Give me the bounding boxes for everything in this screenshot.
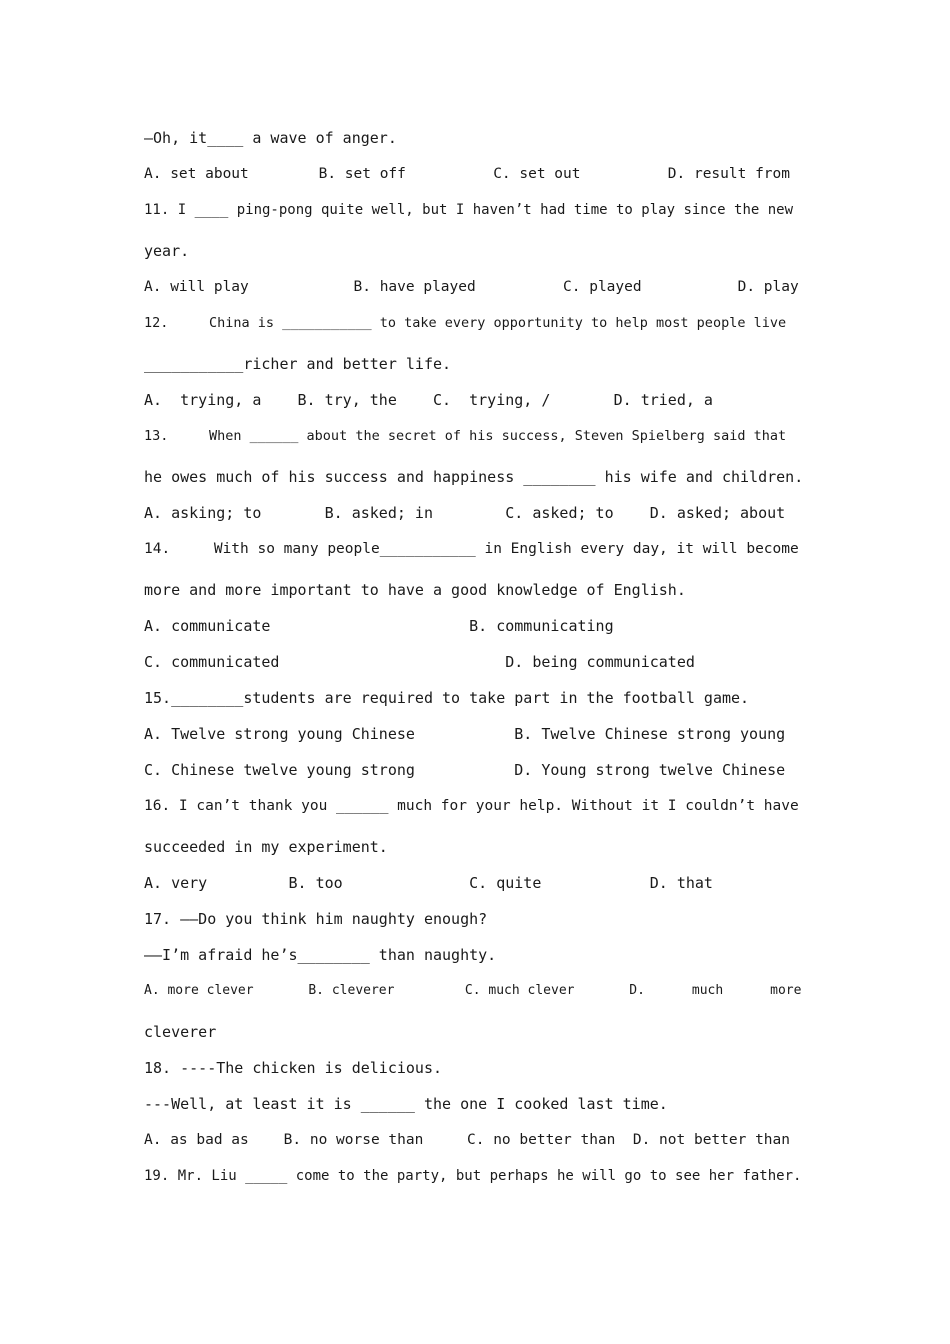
question-19: 19. Mr. Liu _____ come to the party, but perhaps he will go to see her father. (144, 1168, 802, 1184)
text-line: year. (144, 242, 190, 260)
question-16: 16. I can’t thank you ______ much for your help. Without it I couldn’t have (144, 798, 799, 814)
answer-options: A. trying, a B. try, the C. trying, / D. tried, a (144, 391, 713, 409)
text-line: he owes much of his success and happiness ________ his wife and children. (144, 468, 804, 486)
answer-options: A. very B. too C. quite D. that (144, 874, 713, 892)
question-17: 17. ——Do you think him naughty enough? (144, 910, 488, 928)
answer-options: C. communicated D. being communicated (144, 653, 695, 671)
question-14: 14. With so many people___________ in English every day, it will become (144, 541, 799, 557)
text-line: more and more important to have a good knowledge of English. (144, 581, 686, 599)
question-11: 11. I ____ ping-pong quite well, but I haven’t had time to play since the new (144, 202, 794, 218)
text-line: ___________richer and better life. (144, 355, 452, 373)
answer-options: A. will play B. have played C. played D. play (144, 279, 799, 295)
answer-options: A. set about B. set off C. set out D. result from (144, 166, 791, 182)
question-18: 18. ----The chicken is delicious. (144, 1059, 443, 1077)
text-line: succeeded in my experiment. (144, 838, 388, 856)
text-line: ---Well, at least it is ______ the one I cooked last time. (144, 1095, 668, 1113)
text-line: —Oh, it____ a wave of anger. (144, 129, 397, 147)
answer-options: A. Twelve strong young Chinese B. Twelve Chinese strong young (144, 725, 786, 743)
answer-options: A. communicate B. communicating (144, 617, 614, 635)
answer-options: C. Chinese twelve young strong D. Young strong twelve Chinese (144, 761, 786, 779)
question-15: 15.________students are required to take part in the football game. (144, 689, 750, 707)
answer-options: A. as bad as B. no worse than C. no better than D. not better than (144, 1132, 791, 1148)
question-12: 12. China is ___________ to take every opportunity to help most people live (144, 315, 787, 331)
answer-options: A. more clever B. cleverer C. much clever D. much more (144, 983, 802, 998)
answer-options: A. asking; to B. asked; in C. asked; to D. asked; about (144, 504, 786, 522)
question-13: 13. When ______ about the secret of his success, Steven Spielberg said that (144, 428, 787, 444)
text-line: ——I’m afraid he’s________ than naughty. (144, 946, 497, 964)
text-line: cleverer (144, 1023, 217, 1041)
